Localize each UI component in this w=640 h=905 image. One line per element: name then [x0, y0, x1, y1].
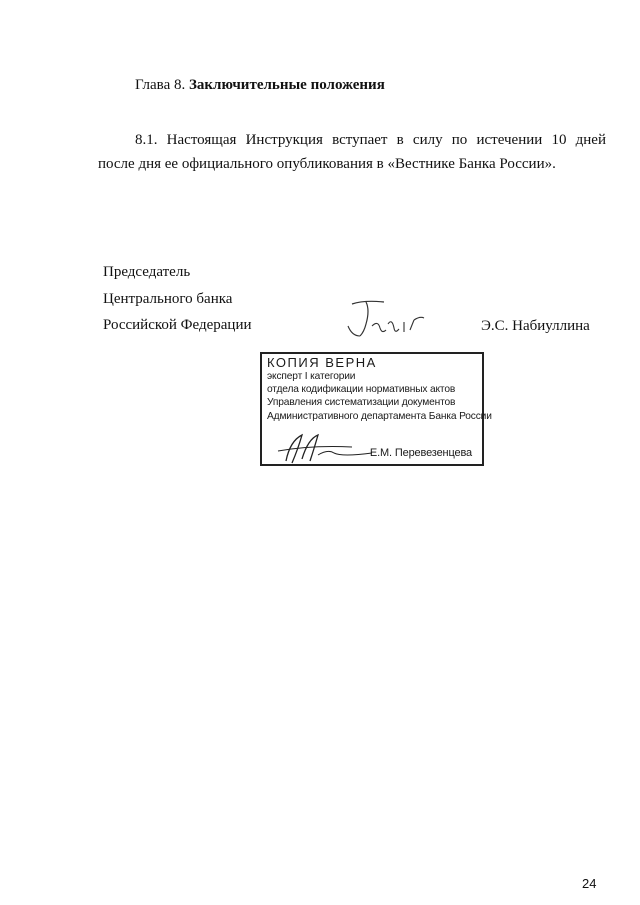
- paragraph-line-1: 8.1. Настоящая Инструкция вступает в силу по истечении 10 дней: [135, 132, 606, 148]
- handwritten-signature: [344, 296, 434, 346]
- stamp-line-2: отдела кодификации нормативных актов: [267, 384, 456, 396]
- stamp-name: Е.М. Перевезенцева: [369, 446, 472, 459]
- paragraph-line-2: после дня ее официального опубликования в «Вестнике Банка России».: [98, 156, 556, 172]
- stamp-line-4: Административного департамента Банка России: [267, 410, 492, 422]
- position-line-1: Председатель: [103, 264, 191, 280]
- chapter-heading: [135, 77, 385, 94]
- position-line-2: Центрального банка: [103, 290, 233, 307]
- signatory-position: [103, 259, 252, 339]
- position-line-3: Российской Федерации: [103, 317, 252, 333]
- stamp-title: КОПИЯ ВЕРНА: [267, 355, 377, 370]
- chapter-number: Глава 8.: [135, 77, 186, 93]
- page-number: 24: [582, 876, 597, 891]
- signer-name: Э.С. Набиуллина: [481, 318, 590, 334]
- stamp-line-1: эксперт I категории: [267, 371, 356, 382]
- stamp-signature: [272, 431, 382, 467]
- chapter-title: Заключительные положения: [188, 77, 385, 93]
- stamp-line-3: Управления систематизации документов: [267, 397, 456, 409]
